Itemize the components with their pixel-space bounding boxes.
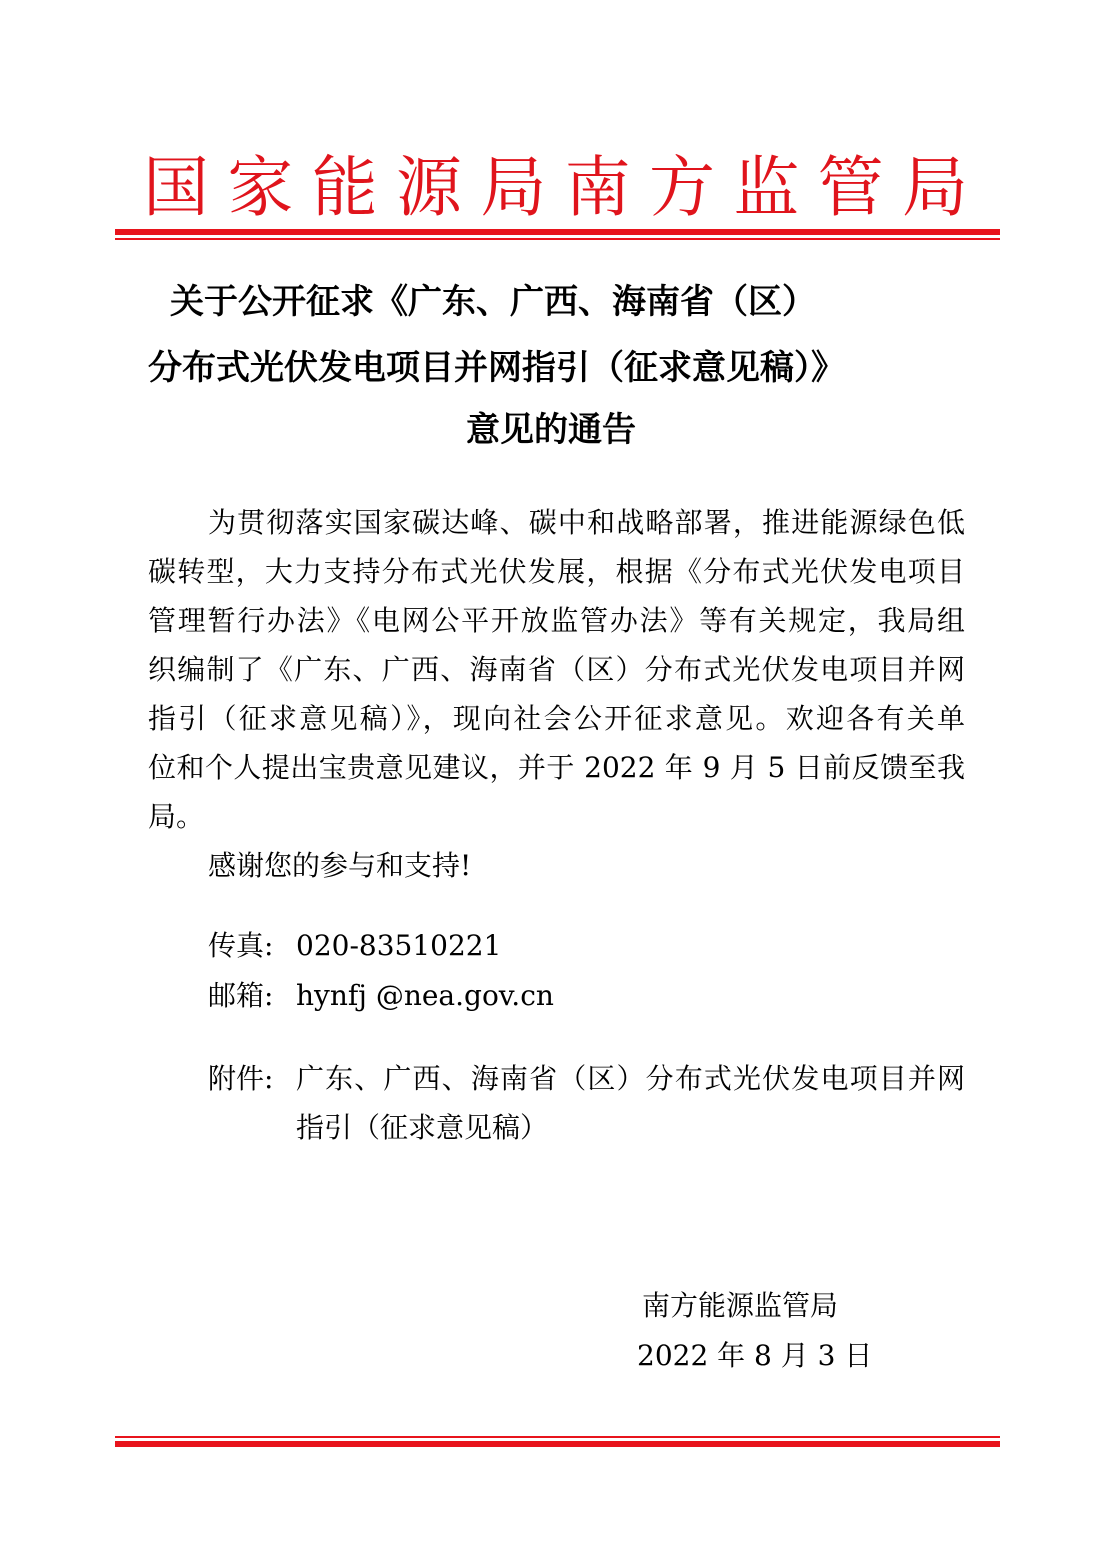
- body-line: 为贯彻落实国家碳达峰、碳中和战略部署，推进能源绿色低: [208, 506, 965, 539]
- body-line: 管理暂行办法》《电网公平开放监管办法》等有关规定，我局组: [148, 604, 965, 637]
- masthead: 国家能源局南方监管局: [143, 149, 968, 226]
- fax-label: 传真:: [208, 929, 274, 962]
- body-line: 碳转型，大力支持分布式光伏发展，根据《分布式光伏发电项目: [148, 555, 965, 588]
- footer-divider-thin: [115, 1436, 1000, 1438]
- title-line-3: 意见的通告: [466, 410, 636, 450]
- title-line-2: 分布式光伏发电项目并网指引（征求意见稿）》: [148, 348, 845, 388]
- attachment-label: 附件:: [208, 1062, 274, 1095]
- fax-value: 020-83510221: [296, 929, 502, 962]
- attachment-line[interactable]: 指引（征求意见稿）: [296, 1111, 549, 1144]
- email-label: 邮箱:: [208, 979, 274, 1012]
- email-value[interactable]: hynfj @nea.gov.cn: [296, 979, 554, 1012]
- header-divider-thin: [115, 238, 1000, 240]
- footer-divider-thick: [115, 1441, 1000, 1447]
- thanks-text: 感谢您的参与和支持!: [208, 849, 472, 882]
- body-line: 织编制了《广东、广西、海南省（区）分布式光伏发电项目并网: [148, 653, 965, 686]
- title-line-1: 关于公开征求《广东、广西、海南省（区）: [170, 282, 816, 322]
- body-line: 位和个人提出宝贵意见建议，并于 2022 年 9 月 5 日前反馈至我: [148, 751, 965, 784]
- attachment-line[interactable]: 广东、广西、海南省（区）分布式光伏发电项目并网: [296, 1062, 965, 1095]
- body-line: 指引（征求意见稿）》，现向社会公开征求意见。欢迎各有关单: [148, 702, 965, 735]
- signature-date: 2022 年 8 月 3 日: [637, 1339, 873, 1372]
- header-divider-thick: [115, 229, 1000, 235]
- body-line: 局。: [148, 800, 205, 833]
- signature-org: 南方能源监管局: [642, 1289, 839, 1322]
